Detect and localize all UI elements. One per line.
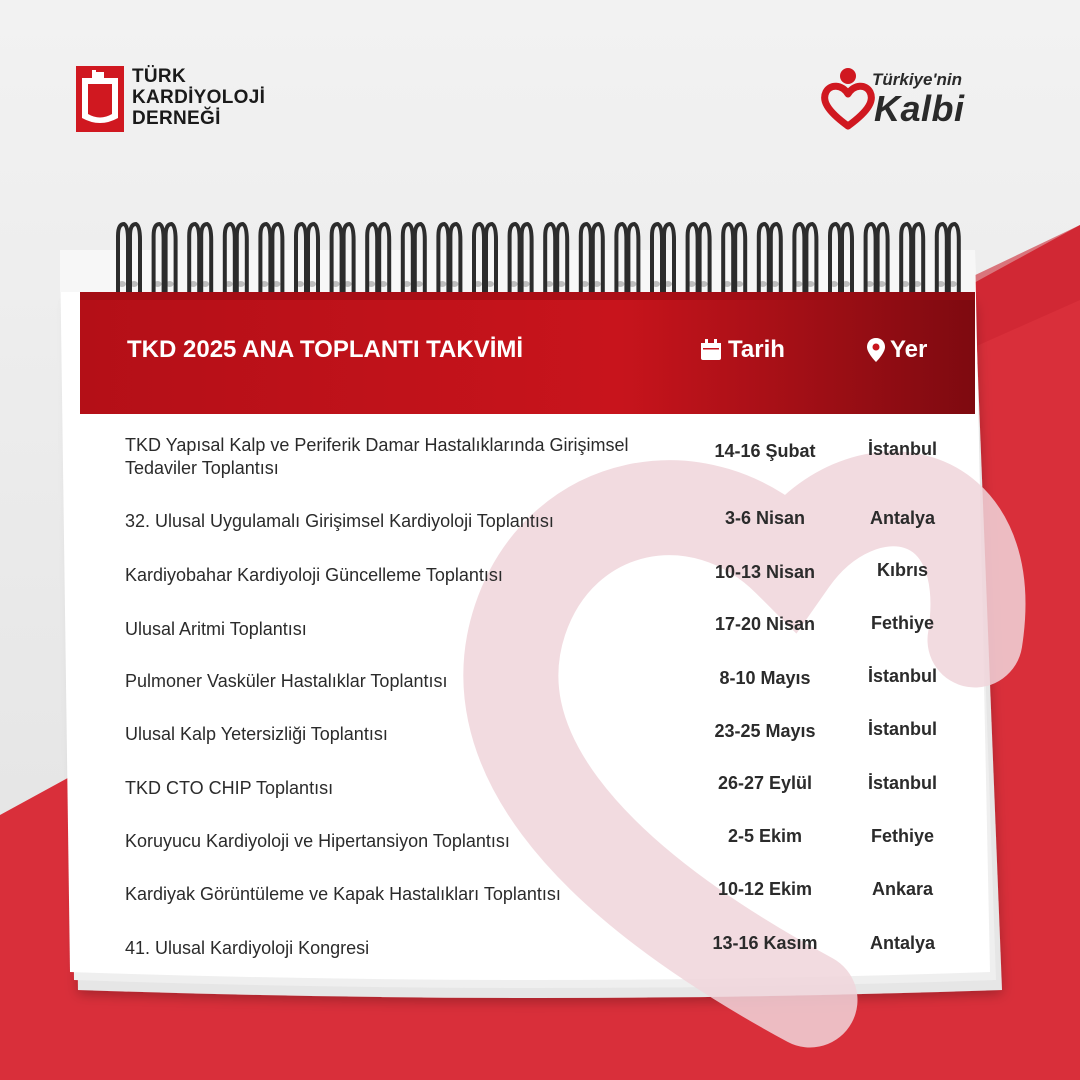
event-name: Pulmoner Vasküler Hastalıklar Toplantısı (125, 671, 448, 691)
campaign-line-1: Türkiye'nin (872, 70, 963, 89)
event-name: 41. Ulusal Kardiyoloji Kongresi (125, 938, 370, 958)
calendar-title: TKD 2025 ANA TOPLANTI TAKVİMİ (127, 336, 524, 363)
event-name: Kardiyobahar Kardiyoloji Güncelleme Toplantısı (125, 565, 503, 585)
event-place: İstanbul (867, 719, 937, 739)
date-label: Tarih (728, 336, 785, 363)
event-date: 17-20 Nisan (714, 614, 816, 634)
event-row (125, 434, 955, 482)
event-place: İstanbul (867, 773, 937, 793)
column-header-place (866, 336, 927, 364)
event-row (125, 613, 955, 666)
event-name: Ulusal Aritmi Toplantısı (125, 619, 307, 639)
event-row (125, 510, 955, 558)
org-line-3: DERNEĞİ (132, 108, 221, 129)
map-pin-icon (866, 337, 886, 363)
event-row (125, 933, 955, 985)
event-row (125, 560, 955, 612)
event-date: 2-5 Ekim (727, 826, 803, 846)
event-row (125, 666, 955, 718)
event-row (125, 719, 955, 771)
event-date: 26-27 Eylül (717, 773, 813, 793)
event-place: İstanbul (867, 666, 937, 686)
event-place: Antalya (869, 933, 936, 953)
column-header-date (700, 336, 785, 364)
event-place: Ankara (871, 879, 934, 899)
event-place: İstanbul (867, 439, 937, 459)
event-name: Koruyucu Kardiyoloji ve Hipertansiyon Toplantısı (125, 831, 510, 851)
event-name: TKD Yapısal Kalp ve Periferik Damar Hastalıklarında Girişimsel Tedaviler Toplantısı (125, 435, 629, 478)
event-place: Fethiye (870, 826, 935, 846)
event-date: 10-13 Nisan (714, 562, 816, 582)
org-line-1: TÜRK (132, 66, 186, 87)
event-place: Antalya (869, 508, 936, 528)
event-place: Kıbrıs (876, 560, 928, 580)
event-date: 3-6 Nisan (724, 508, 806, 528)
event-name: Kardiyak Görüntüleme ve Kapak Hastalıkları Toplantısı (125, 884, 561, 904)
org-line-2: KARDİYOLOJİ (132, 87, 266, 108)
event-date: 8-10 Mayıs (719, 668, 811, 688)
event-date: 10-12 Ekim (717, 879, 813, 899)
event-row (125, 826, 955, 878)
event-date: 14-16 Şubat (714, 441, 816, 461)
event-date: 13-16 Kasım (712, 933, 818, 953)
event-name: TKD CTO CHIP Toplantısı (125, 778, 334, 798)
event-date: 23-25 Mayıs (714, 721, 816, 741)
event-name: Ulusal Kalp Yetersizliği Toplantısı (125, 724, 388, 744)
calendar-icon (700, 339, 722, 361)
event-row (125, 879, 955, 931)
event-place: Fethiye (870, 613, 935, 633)
campaign-line-2: Kalbi (874, 88, 965, 129)
event-name: 32. Ulusal Uygulamalı Girişimsel Kardiyoloji Toplantısı (125, 511, 554, 531)
place-label: Yer (890, 336, 928, 363)
event-row (125, 773, 955, 825)
